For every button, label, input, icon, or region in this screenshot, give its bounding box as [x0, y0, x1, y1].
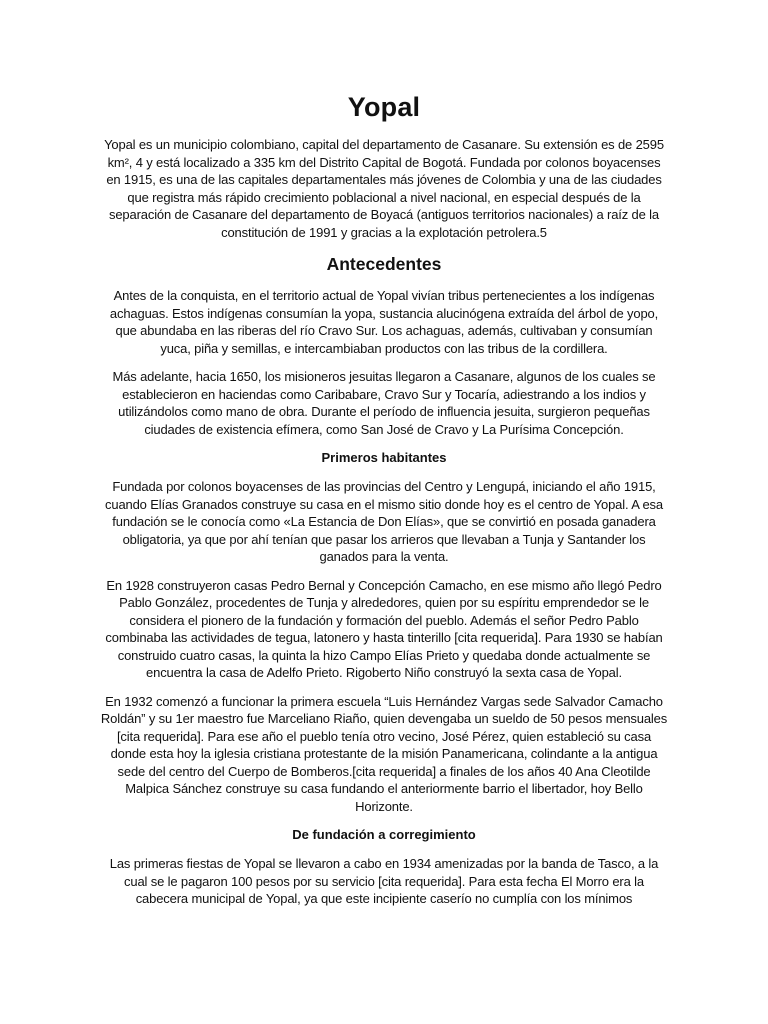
page-title: Yopal [347, 92, 421, 122]
paragraph: En 1932 comenzó a funcionar la primera escuela “Luis Hernández Vargas sede Salvador Camacho Roldán” y su 1er maestro fue Marceliano Riaño, quien devengaba un sueldo de 50 pesos mensuales [cita requerida]. Para ese año el pueblo tenía otro vecino, José Pérez, quien estableció su casa donde esta hoy la iglesia cristiana protestante de la misión Panamericana, colindante a la antigua sede del centro del Cuerpo de Bomberos.[cita requerida] a finales de los años 40 Ana Cleotilde Malpica Sánchez construye su casa fundando el anteriormente barrio el libertador, hoy Bello Horizonte. [100, 693, 668, 814]
paragraph: Más adelante, hacia 1650, los misioneros jesuitas llegaron a Casanare, algunos de los cuales se establecieron en haciendas como Caribabare, Cravo Sur y Tocaría, adiestrando a los indios y utilizándolos como mano de obra. Durante el período de influencia jesuita, surgieron pequeñas ciudades de existencia efímera, como San José de Cravo y La Purísima Concepción. [112, 369, 656, 437]
subsection-heading-primeros-habitantes: Primeros habitantes [321, 450, 447, 465]
intro-paragraph: Yopal es un municipio colombiano, capital del departamento de Casanare. Su extensión es de 2595 km², 4 y está localizado a 335 km del Distrito Capital de Bogotá. Fundada por colonos boyacenses en 1915, es una de las capitales departamentales más jóvenes de Colombia y una de las ciudades que registra más rápido crecimiento poblacional a nivel nacional, en especial después de la separación de Casanare del departamento de Boyacá (antiguos territorios nacionales) a raíz de la constitución de 1991 y gracias a la explotación petrolera.5 [104, 137, 664, 240]
paragraph: En 1928 construyeron casas Pedro Bernal y Concepción Camacho, en ese mismo año llegó Pedro Pablo González, procedentes de Tunja y alrededores, quien por su espíritu emprendedor se le considera el pionero de la fundación y formación del pueblo. Además el señor Pedro Pablo combinaba las actividades de tegua, latonero y hasta tinterillo [cita requerida]. Para 1930 se habían construido cuatro casas, la quinta la hizo Campo Elías Prieto y quedaba donde actualmente se encuentra la casa de Adelfo Prieto. Rigoberto Niño construyó la sexta casa de Yopal. [105, 577, 663, 680]
paragraph: Antes de la conquista, en el territorio actual de Yopal vivían tribus pertenecientes a los indígenas achaguas. Estos indígenas consumían la yopa, sustancia alucinógena extraída del árbol de yopo, que abundaba en las riberas del río Cravo Sur. Los achaguas, además, cultivaban y consumían yuca, piña y semillas, e intercambiaban productos con las tribus de la cordillera. [109, 288, 659, 356]
paragraph: Las primeras fiestas de Yopal se llevaron a cabo en 1934 amenizadas por la banda de Tasco, a la cual se le pagaron 100 pesos por su servicio [cita requerida]. Para esta fecha El Morro era la cabecera municipal de Yopal, ya que este incipiente caserío no cumplía con los mínimos [109, 856, 659, 906]
section-heading-antecedentes: Antecedentes [326, 254, 442, 274]
subsection-heading-de-fundacion: De fundación a corregimiento [292, 827, 476, 842]
paragraph: Fundada por colonos boyacenses de las provincias del Centro y Lengupá, iniciando el año 1915, cuando Elías Granados construye su casa en el mismo sitio donde hoy es el centro de Yopal. A esa fundación se le conocía como «La Estancia de Don Elías», que se convirtió en posada ganadera obligatoria, ya que por ahí tenían que pasar los arrieros que llevaban a Tunja y Santander los ganados para la venta. [105, 479, 663, 564]
document-body [100, 90, 668, 919]
